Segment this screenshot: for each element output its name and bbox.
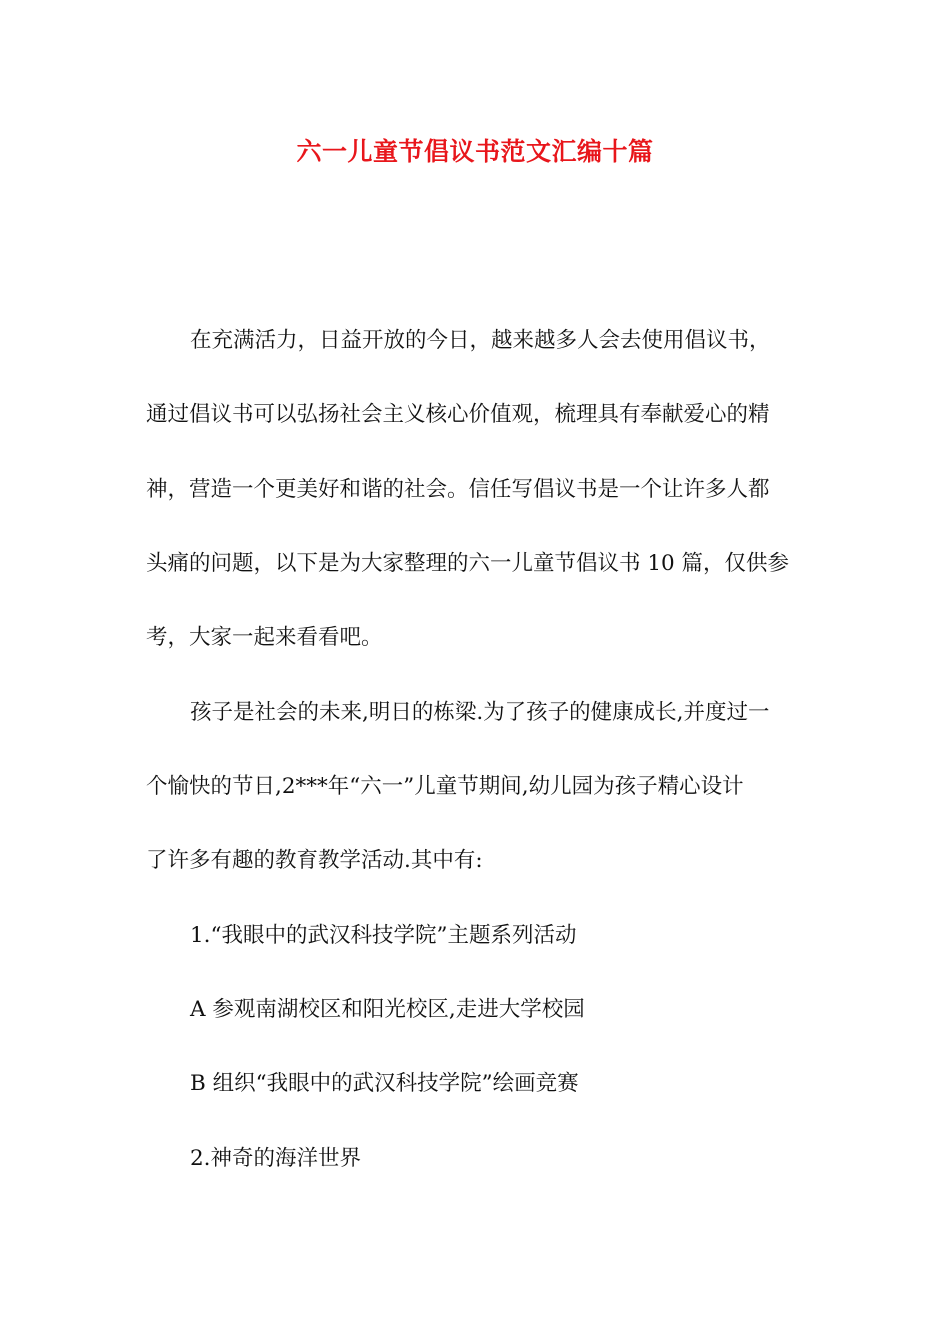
document-title: 六一儿童节倡议书范文汇编十篇 [296, 137, 654, 166]
list-item-1a: A 参观南湖校区和阳光校区,走进大学校园 [190, 997, 585, 1022]
paragraph-1-line-5: 考，大家一起来看看吧。 [146, 625, 383, 650]
paragraph-1-line-1: 在充满活力，日益开放的今日，越来越多人会去使用倡议书， [190, 328, 771, 353]
paragraph-2-line-1: 孩子是社会的未来,明日的栋梁.为了孩子的健康成长,并度过一 [190, 700, 770, 725]
paragraph-2-line-2: 个愉快的节日,2***年“六一”儿童节期间,幼儿园为孩子精心设计 [146, 774, 744, 799]
paragraph-2-line-3: 了许多有趣的教育教学活动.其中有: [146, 848, 483, 873]
list-item-2: 2.神奇的海洋世界 [190, 1146, 362, 1171]
list-item-1b: B 组织“我眼中的武汉科技学院”绘画竞赛 [190, 1071, 579, 1096]
paragraph-1-line-2: 通过倡议书可以弘扬社会主义核心价值观，梳理具有奉献爱心的精 [146, 402, 770, 427]
paragraph-1-line-4: 头痛的问题，以下是为大家整理的六一儿童节倡议书 10 篇，仅供参 [146, 551, 790, 576]
paragraph-1-line-3: 神，营造一个更美好和谐的社会。信任写倡议书是一个让许多人都 [146, 477, 770, 502]
list-item-1: 1.“我眼中的武汉科技学院”主题系列活动 [190, 923, 577, 948]
